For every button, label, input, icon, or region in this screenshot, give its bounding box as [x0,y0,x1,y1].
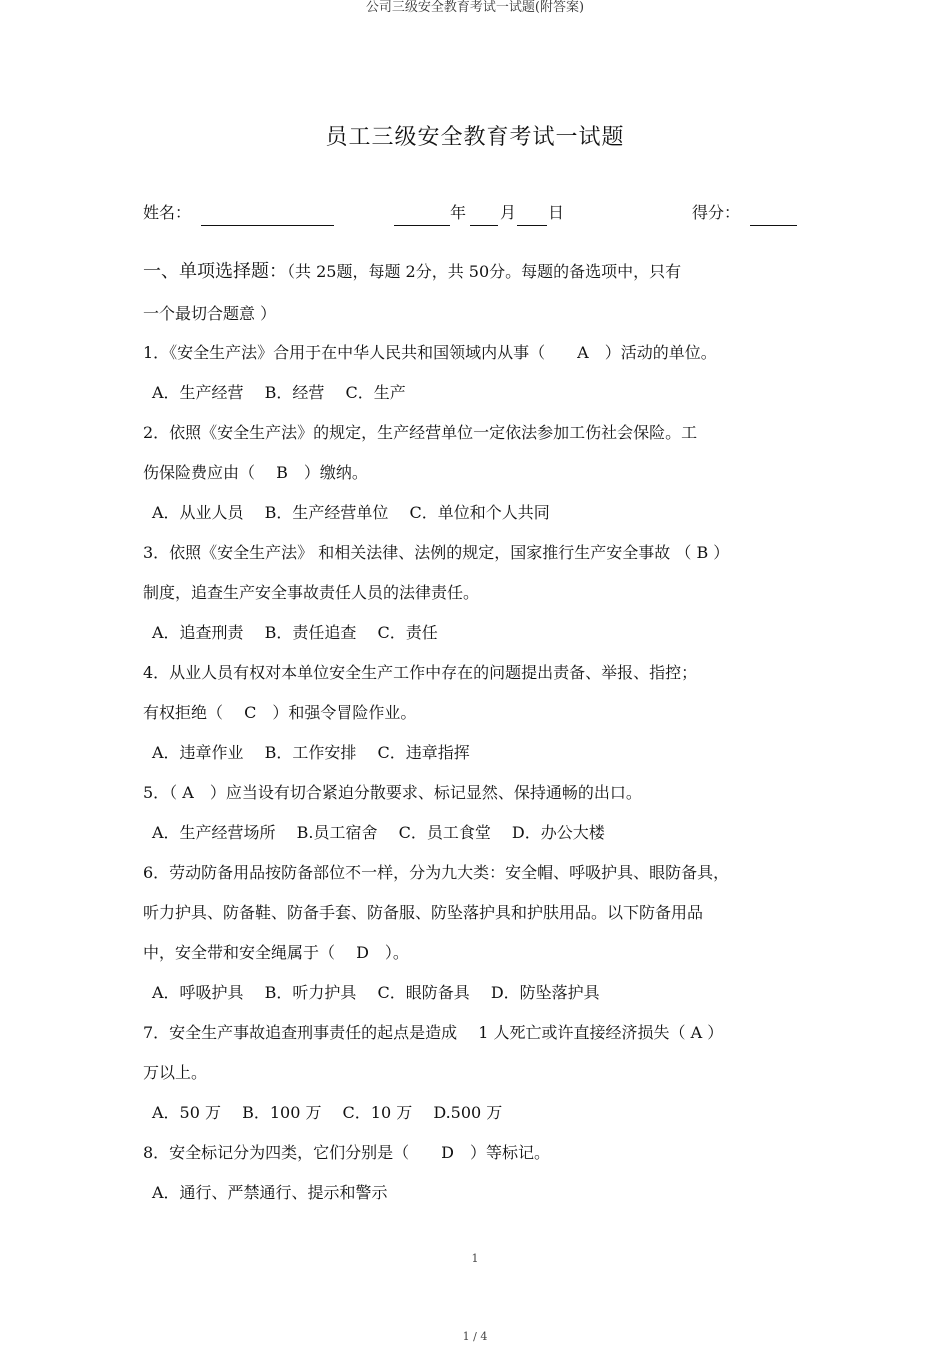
name-blank[interactable] [201,225,334,226]
document-header: 公司三级安全教育考试一试题(附答案) [365,0,585,15]
score-label: 得分： [692,203,741,222]
question-line: 制度，追查生产安全事故责任人员的法律责任。 [143,583,480,602]
name-label: 姓名： [143,203,192,222]
question-line: 3．依照《安全生产法》 和相关法律、法例的规定，国家推行生产安全事故 （ B ） [143,543,730,562]
month-label: 月 [500,203,517,222]
question-line: 4．从业人员有权对本单位安全生产工作中存在的问题提出责备、举报、指控； [143,663,698,682]
question-line: 1．《安全生产法》合用于在中华人民共和国领域内从事（ A ）活动的单位。 [143,343,717,362]
question-line: 7．安全生产事故追查刑事责任的起点是造成 1 人死亡或许直接经济损失（ A ） [143,1023,724,1042]
section-note-cont: 一个最切合题意 ） [143,304,277,323]
page-title: 员工三级安全教育考试一试题 [325,125,625,150]
question-line: 伤保险费应由（ B ）缴纳。 [143,463,368,482]
month-blank[interactable] [470,225,498,226]
question-line: 5．（ A ）应当设有切合紧迫分散要求、标记显然、保持通畅的出口。 [143,783,642,802]
option-line: A．50 万 B．100 万 C．10 万 D.500 万 [152,1103,503,1122]
page-number: 1 [471,1252,479,1265]
option-line: A．违章作业 B．工作安排 C．违章指挥 [152,743,470,762]
option-line: A．生产经营 B．经营 C．生产 [152,383,406,402]
year-label: 年 [450,203,467,222]
question-line: 有权拒绝（ C ）和强令冒险作业。 [143,703,417,722]
day-blank[interactable] [517,225,547,226]
section-title: 一、单项选择题： [143,261,287,282]
section-note: （共 25题，每题 2分，共 50分。每题的备选项中，只有 [287,262,682,281]
question-line: 万以上。 [143,1063,208,1082]
option-line: A．追查刑责 B．责任追查 C．责任 [152,623,438,642]
year-blank[interactable] [394,225,450,226]
option-line: A．通行、严禁通行、提示和警示 [152,1183,388,1202]
question-line: 6．劳动防备用品按防备部位不一样，分为九大类：安全帽、呼吸护具、眼防备具， [143,863,730,882]
question-line: 2．依照《安全生产法》的规定，生产经营单位一定依法参加工伤社会保险。工 [143,423,698,442]
option-line: A．从业人员 B．生产经营单位 C．单位和个人共同 [152,503,550,522]
question-line: 听力护具、防备鞋、防备手套、防备服、防坠落护具和护肤用品。以下防备用品 [143,903,704,922]
option-line: A．呼吸护具 B．听力护具 C．眼防备具 D．防坠落护具 [152,983,600,1002]
page-counter: 1 / 4 [462,1330,488,1343]
score-blank[interactable] [750,225,797,226]
section-heading [143,262,681,282]
option-line: A．生产经营场所 B.员工宿舍 C．员工食堂 D．办公大楼 [152,823,605,842]
day-label: 日 [548,203,565,222]
question-line: 中，安全带和安全绳属于（ D ）。 [143,943,409,962]
question-line: 8．安全标记分为四类，它们分别是（ D ）等标记。 [143,1143,551,1162]
